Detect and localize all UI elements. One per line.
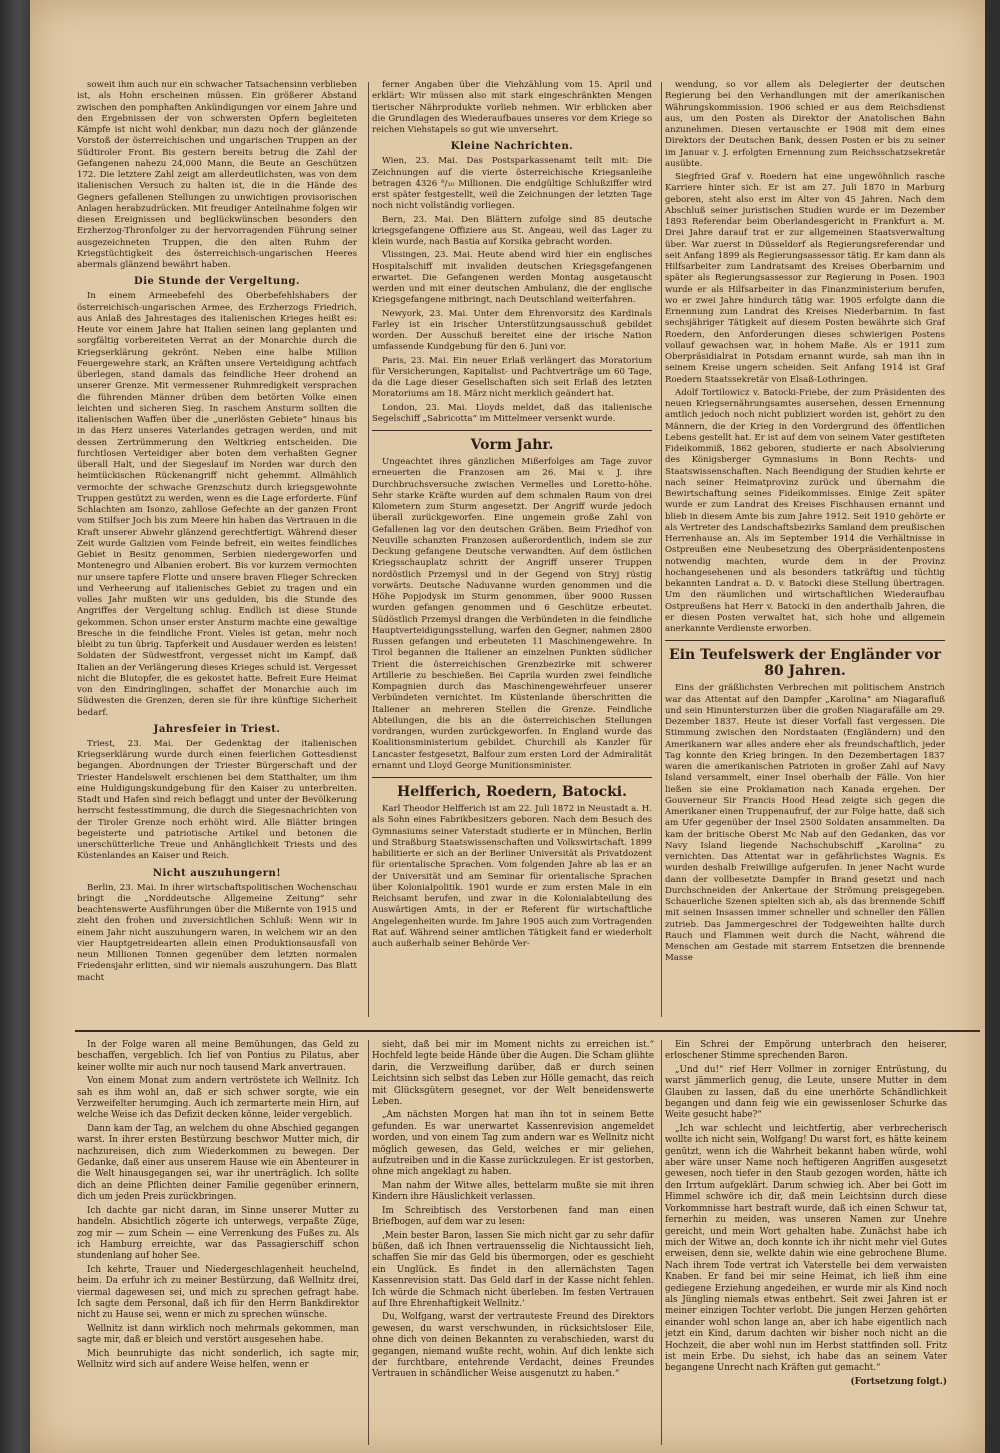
- news-item: Bern, 23. Mai. Den Blättern zufolge sind 85 deutsche kriegsgefangene Offiziere aus St. Angeau, weil das Lager zu klein wurde, nach Bastia auf Korsika gebracht worden.: [372, 214, 652, 247]
- headline-teufelswerk: Ein Teufelswerk der Engländer vor 80 Jahren.: [669, 647, 941, 680]
- feuilleton-paragraph: „Ich war schlecht und leichtfertig, aber verbrecherisch wollte ich nicht sein, Wolfgang! Du warst fort, es hätte keinem genützt, wenn ich die Wahrheit bekannt haben würde, wohl aber wäre unser Name noch heftigeren Angriffen ausgesetzt gewesen, noch tiefer in den Staub gezogen worden, hätte ich den Irrtum aufgeklärt. Darum schwieg ich. Aber bei Gott im Himmel schwöre ich dir, daß mein Leichtsinn durch diese Vorkommnisse hart bestraft wurde, daß ich einen Schwur tat, fernerhin zu meiden, was unseren Namen zur Unehre gereicht, und mein Wort gehalten habe. Zunächst habe ich mich der Witwe an, doch konnte ich ihr nicht mehr viel Gutes erweisen, denn sie, welkte dahin wie eine gebrochene Blume. Nach ihrem Tode vertrat ich Vaterstelle bei dem verwaisten Knaben. Er fand bei mir seine Heimat, ich ließ ihm eine gediegene Erziehung angedeihen, er wurde mir als Kind noch als Jüngling niemals etwas entbehrt. Seit zwei Jahren ist er meiner einzigen Tochter verlobt. Die jungen Herzen gehörten einander wohl schon lange an, aber ich habe eigentlich nach jetzt ein Kind, darum dachten wir bisher noch nicht an die Hochzeit, die aber wohl nun im Herbst stattfinden soll. Fritz ist mein Erbe. Du siehst, ich habe das an seinem Vater begangene Unrecht nach Kräften gut gemacht.“: [665, 1123, 947, 1374]
- column1-p2: Triest, 23. Mai. Der Gedenktag der italienischen Kriegserklärung wurde durch einen feierlichen Gottesdienst begangen. Abordnungen der Triester Bürgerschaft und der Triester Handelswelt erschienen bei dem Statthalter, um ihm eine Huldigungskundgebung für den Kaiser zu unterbreiten. Stadt und Hafen sind reich beflaggt und unter der Bevölkerung herrscht festesstimmung, die durch die Siegesnachrichten von der Tiroler Grenze noch erhöht wird. Alle Blätter bringen begeisterte und patriotische Artikel und betonen die unerschütterliche Treue und Anhänglichkeit Triests und des Küstenlandes an Kaiser und Reich.: [77, 738, 357, 862]
- news-item: Wien, 23. Mai. Das Postsparkassenamt teilt mit: Die Zeichnungen auf die vierte österreichische Kriegsanleihe betragen 4326 ⁸/₁₀ Millionen. Die endgültige Schlußziffer wird erst später festgestellt, weil die Zeichnungen der letzten Tage noch nicht vollständig vorliegen.: [372, 156, 652, 212]
- column-rule: [368, 82, 369, 1017]
- news-item: Newyork, 23. Mai. Unter dem Ehrenvorsitz des Kardinals Farley ist ein Irischer Unterstützungsausschuß gebildet worden. Der Ausschuß bereitet eine der irische Nation umfassende Kundgebung für den 6. Juni vor.: [372, 308, 652, 353]
- column3-p2: Adolf Tortilowicz v. Batocki-Friebe, der zum Präsidenten des neuen Kriegsernährungsamtes ausersehen, dessen Ernennung amtlich jedoch noch nicht publiziert worden ist, gehört zu den Männern, die der Krieg in den Vordergrund des öffentlichen Lebens gestellt hat. Er ist auf dem von seinem Vater gestifteten Fideikommiß, 1862 geboren, studierte er nach Absolvierung des Königsberger Gymnasiums in Bonn Rechts- und Staatswissenschaften. Nach Beendigung der Studien kehrte er nach seiner Heimatprovinz zurück und übernahm die Bewirtschaftung seines Fideikommisses. Einige Zeit später wurde er zum Landrat des Kreises Fischhausen ernannt und blieb in diesem Amte bis zum Jahre 1912. Seit 1910 gehörte er als Vertreter des Landschaftsbezirks Samland dem preußischen Herrenhause an. Als im September 1914 die Verhältnisse in Ostpreußen eine Neubesetzung des Oberpräsidentenpostens notwendig machten, wurde dem in der Provinz hochangesehenen und als besonders tatkräftig und tüchtig bekannten Landrat a. D. v. Batocki diese Stellung übertragen. Um den räumlichen und wirtschaftlichen Wiederaufbau Ostpreußens hat Herr v. Batocki in den anderthalb Jahren, die er diesen Posten verwaltet hat, sich hohe und allgemein anerkannte Verdienste erworben.: [665, 387, 945, 634]
- binder-edge: [0, 0, 30, 1453]
- feuilleton-paragraph: Von einem Monat zum andern vertröstete ich Wellnitz. Ich sah es ihm wohl an, daß er sich schwer sorgte, wie ein Verzweifelter herumging. Auch ich zermarterte mein Hirn, auf welche Weise ich das Defizit decken könne, leider vergeblich.: [77, 1076, 359, 1121]
- headline-helfferich: Helfferich, Roedern, Batocki.: [396, 784, 627, 800]
- feuilleton-paragraph: Ich kehrte, Trauer und Niedergeschlagenheit heuchelnd, heim. Da erfuhr ich zu meiner Bestürzung, daß Wellnitz drei, viermal dagewesen sei, und mich zu sprechen gefragt habe. Ich sagte dem Personal, daß ich für den Herrn Bankdirektor nicht zu Hause sei, wenn er mich zu sprechen wünsche.: [77, 1264, 359, 1321]
- feuilleton-paragraph: Im Schreibtisch des Verstorbenen fand man einen Briefbogen, auf dem war zu lesen:: [372, 1205, 654, 1228]
- column3-p3: Eins der gräßlichsten Verbrechen mit politischem Anstrich war das Attentat auf den Dampfer „Karolina“ am Niagarafluß und sein Hinuntersturzen über die großen Niagarafälle am 29. Dezember 1837. Heute ist dieser Vorfall fast vergessen. Die Stimmung zwischen den Nordstaaten (Engländern) und den Amerikanern war alles andere eher als freundschaftlich, jeder Tag konnte den Krieg bringen. In den Dezembertagen 1837 waren die amerikanischen Patrioten in großer Zahl auf Navy Island versammelt, einer Insel oberhalb der Fälle. Von hier ließen sie eine Proklamation nach Kanada ergehen. Der Gouverneur Sir Francis Hood Head zeigte sich gegen die Amerikaner einen Truppenaufruf, der zur Folge hatte, daß sich am Ufer gegenüber der Insel 2500 Soldaten ansammelten. Da kam der britische Oberst Mc Nab auf den Gedanken, das vor Navy Island liegende Nachschubschiff „Karolina“ zu vernichten. Das Attentat war in gefährlichstes Wagnis. Es wurden deshalb Freiwillige aufgerufen. In jener Nacht wurde dann der vollbesetzte Dampfer in Brand gesetzt und nach Durchschneiden der Ankertaue der Strömung preisgegeben. Schauerliche Szenen spielten sich ab, als das brennende Schiff mit seinen Insassen immer schneller und schneller den Fällen zutrieb. Das Jammergeschrei der Todgeweihten hallte durch Rauch und Flammen weit durch die Nacht, während die Menschen am Gestade mit starrem Entsetzen die brennende Masse: [665, 683, 945, 964]
- column1-p1: In einem Armeebefehl des Oberbefehlshabers der österreichisch-ungarischen Armee, des Erzherzogs Friedrich, aus Anlaß des Jahrestages des italienischen Krieges heißt es: Heute vor einem Jahre hat Italien seinen lang geplanten und sorgfältig vorbereiteten Verrat an der Monarchie durch die Kriegserklärung gekrönt. Neben eine halbe Million Feuergewehre stark, an Kräften unsere Verteidigung achtfach überlegen, stand damals das feindliche Heer drohend an unserer Grenze. Mit vermessener Ruhmredigkeit versprachen die führenden Männer drüben dem betörten Volke einen leichten und sicheren Sieg. In raschem Ansturm sollten die italienischen Waffen über die „unerlösten Gebiete“ hinaus bis in das Herz unseres Vaterlandes getragen werden, und mit dessen Zertrümmerung den Weltkrieg entscheiden. Die furchtlosen Verteidiger aber boten dem verhaßten Gegner überall Halt, und der Siegeslauf im Norden war durch den heimtückischen Rückenangriff nicht gehemmt. Allmählich vermochte der schwache Grenzschutz durch kriegsgewohnte Truppen gestützt zu werden, wenn es die Lage erforderte. Fünf Schlachten am Isonzo, zahllose Gefechte an der ganzen Front vom Stilfser Joch bis zum Meere hin haben das Vertrauen in die Kraft unserer Abwehr glänzend gerechtfertigt. Während dieser Zeit wurde Galizien vom Feinde befreit, ein weites feindliches Gebiet in Besitz genommen, Serbien niedergeworfen und Montenegro und Albanien erobert. Bis vor kurzem vermochten nur unsere tapfere Flotte und unsere braven Flieger Schrecken und Verheerung auf italienisches Gebiet zu tragen und ein volles Jahr mußten wir uns gedulden, bis die Stunde des Angriffes der Vergeltung schlug. Endlich ist diese Stunde gekommen. Schon unser erster Ansturm machte eine gewaltige Bresche in die feindliche Front. Vieles ist getan, mehr noch bleibt zu tun übrig. Tapferkeit und Ausdauer werden es leisten! Soldaten der Südwestfront, vergesset nicht im Kampf, daß Italien an der Verlängerung dieses Krieges schuld ist. Vergesset nicht die Blutopfer, die es gekostet hatte. Befreit Eure Heimat von den Eindringlingen, schaffet der Monarchie auch im Südwesten die Grenzen, deren sie für ihre künftige Sicherheit bedarf.: [77, 291, 357, 718]
- column1-p3: Berlin, 23. Mai. In ihrer wirtschaftspolitischen Wochenschau bringt die „Norddeutsche Allgemeine Zeitung“ sehr beachtenswerte Ausführungen über die Mißernte von 1915 und zieht den frohen und zuversichtlichen Schluß: Wenn wir in einem Jahr nicht auszuhungern waren, in welchem wir an den vier Hauptgetreidearten allein einen Produktionsausfall von neun Millionen Tonnen gegenüber dem letzten normalen Friedensjahr erlitten, sind wir niemals auszuhungern. Das Blatt macht: [77, 882, 357, 983]
- section-rule: [665, 640, 945, 641]
- column-rule: [661, 82, 662, 1017]
- column1-intro: soweit ihm auch nur ein schwacher Tatsachensinn verblieben ist, als Hohn erscheinen müssen. Ein größerer Abstand zwischen den pomphaften Ankündigungen vor einem Jahre und den Ergebnissen der von schwersten Opfern begleiteten Kämpfe ist nicht wohl denkbar, nun dazu noch der glänzende Vorstoß der österreichischen und ungarischen Truppen an der Südtiroler Front. Bis gestern bereits betrug die Zahl der Gefangenen nahezu 24,000 Mann, die Beute an Geschützen 172. Die letztere Zahl zeigt am allerdeutlichsten, was von dem italienischen Versuch zu halten ist, die in die Hände des Gegners gefallenen Stellungen zu unwichtigen provisorischen Anlagen herabzudrücken. Mit freudiger Anteilnahme folgen wir diesen Ereignissen und beglückwünschen besonders den Erzherzog-Thronfolger zu der hervorragenden Führung seiner ausgezeichneten Truppen, die den alten Ruhm der Kriegstüchtigkeit des österreichisch-ungarischen Heeres abermals glänzend bewährt haben.: [77, 80, 357, 270]
- next-page-edge: [985, 0, 1000, 1453]
- column2-p3: Karl Theodor Helfferich ist am 22. Juli 1872 in Neustadt a. H. als Sohn eines Fabrikbesitzers geboren. Nach dem Besuch des Gymnasiums seiner Vaterstadt studierte er in München, Berlin und Straßburg Staatswissenschaften und Volkswirtschaft. 1899 habilitierte er sich an der Berliner Universität als Privatdozent für orientalische Sprachen. Vom folgenden Jahre ab las er an der Universität und am Seminar für orientalische Sprachen über Kolonialpolitik. 1901 wurde er zum ersten Male in ein Reichsamt berufen, und zwar in die Kolonialabteilung des Auswärtigen Amts, in der er Referent für wirtschaftliche Angelegenheiten wurde. Im Jahre 1905 auch zum Vortragenden Rat auf. Während seiner amtlichen Tätigkeit fand er wiederholt auch außerhalb seiner Behörde Ver-: [372, 804, 652, 949]
- feuilleton-paragraph: Du, Wolfgang, warst der vertrauteste Freund des Direktors gewesen, du warst verschwunden, in rücksichtsloser Eile, ohne dich von deinen Bekannten zu verabschieden, warst du gegangen, niemand wußte recht, wohin. Auf dich lenkte sich der furchtbare, entehrende Verdacht, deines Freundes Vertrauen in schändlicher Weise ausgenutzt zu haben.“: [372, 1312, 654, 1380]
- feuilleton-paragraph: Wellnitz ist dann wirklich noch mehrmals gekommen, man sagte mir, daß er bleich und verstört ausgesehen habe.: [77, 1323, 359, 1346]
- feuilleton-paragraph: Man nahm der Witwe alles, bettelarm mußte sie mit ihren Kindern ihre Häuslichkeit verlassen.: [372, 1180, 654, 1203]
- column-2: [372, 80, 652, 1025]
- column2-p2: Ungeachtet ihres gänzlichen Mißerfolges am Tage zuvor erneuerten die Franzosen am 26. Mai v. J. ihre Durchbruchsversuche zwischen Vermelles und Loretto-höhe. Sehr starke Kräfte wurden auf dem schmalen Raum von drei Kilometern zum Sturm angesetzt. Der Angriff wurde jedoch überall zurückgeworfen. Eine ungemein große Zahl von Gefallenen lag vor den deutschen Gräben. Beim Friedhof von Neuville schanzten Franzosen außerordentlich, indem sie zur Deckung gefangene Deutsche verwandten. Auf dem östlichen Kriegsschauplatz schritt der Angriff unserer Truppen nordöstlich Przemysl und in der Gegend von Stryj rüstig vorwärts. Deutsche Naduvanne wurden genommen und die Höhe Popjodysk im Sturm genommen, über 9000 Russen wurden gefangen genommen und 6 Geschütze erbeutet. Südöstlich Przemysl drangen die Verbündeten in die feindliche Hauptverteidigungsstellung, warfen den Gegner, nahmen 2800 Russen gefangen und erbeuteten 11 Maschinengewehre. In Tirol begannen die Italiener an einzelnen Punkten südlicher Trient die österreichischen Grenzbezirke mit schwerer Artillerie zu beschießen. Bei Caprila wurden zwei feindliche Kompagnien durch das Maschinengewehrfeuer unserer Verbündeten vernichtet. Im Küstenlande überschritten die Italiener an mehreren Stellen die Grenze. Feindliche Abteilungen, die bis an die österreichischen Stellungen vordrangen, wurden zurückgeworfen. In England wurde das Koalitionsministerium gebildet. Churchill als Kanzler für Lancaster festgesetzt, Balfour zum ersten Lord der Admiralität ernannt und Lloyd George Munitionsminister.: [372, 457, 652, 771]
- column-rule: [368, 1040, 369, 1445]
- feuilleton-column-2: [372, 1040, 654, 1450]
- feuilleton-paragraph: Dann kam der Tag, an welchem du ohne Abschied gegangen warst. In ihrer ersten Bestürzung beschwor Mutter mich, dir nachzureisen, dich zum Wiederkommen zu bewegen. Der Gedanke, daß einer aus unserem Hause wie ein Abenteurer in die Welt hinausgegangen sei, war ihr unerträglich. Ich sollte dich an deine Pflichten deiner Familie gegenüber erinnern, dich um jeden Preis zurückbringen.: [77, 1123, 359, 1203]
- feuilleton-paragraph: Ein Schrei der Empörung unterbrach den heiserer, erloschener Stimme sprechenden Baron.: [665, 1040, 947, 1062]
- feuilleton-paragraph: „Und du!“ rief Herr Vollmer in zorniger Entrüstung, du warst jämmerlich genug, die Leute, unsere Mutter in dem Glauben zu lassen, daß du eine unerhörte Schändlichkeit begangen und dann feig wie ein gewissenloser Schurke das Weite gesucht habe?“: [665, 1064, 947, 1121]
- feuilleton-paragraph: Ich dachte gar nicht daran, im Sinne unserer Mutter zu handeln. Absichtlich zögerte ich unterwegs, verpaßte Züge, zog mir — zum Schein — eine Verrenkung des Fußes zu. Als ich Hamburg erreichte, war das Passagierschiff schon stundenlang auf hoher See.: [77, 1205, 359, 1262]
- feuilleton-rule: [75, 1030, 980, 1032]
- feuilleton-paragraph: „Am nächsten Morgen hat man ihn tot in seinem Bette gefunden. Es war unerwartet Kassenrevision angemeldet worden, und von einem Tag zum andern war es Wellnitz nicht möglich gewesen, das Geld, welches er mir geliehen, aufzutreiben und in die Kasse zurückzulegen. Er ist gestorben, ohne mich angeklagt zu haben.: [372, 1110, 654, 1178]
- section-rule: [372, 430, 652, 431]
- news-item: Paris, 23. Mai. Ein neuer Erlaß verlängert das Moratorium für Versicherungen, Kapitalist- und Pachtverträge um 60 Tage, da die Lage dieser Gesellschaften sich seit Erlaß des letzten Moratoriums am 18. März nicht merklich geändert hat.: [372, 355, 652, 400]
- continuation-note: (Fortsetzung folgt.): [850, 1376, 947, 1387]
- feuilleton-paragraph: sieht, daß bei mir im Moment nichts zu erreichen ist.“ Hochfeld legte beide Hände über die Augen. Die Scham glühte darin, die Verzweiflung darüber, daß er durch seinen Leichtsinn sich selbst das Leben zur Hölle gemacht, das reich mit Glücksgütern gesegnet, vor der Welt beneidenswerte Leben.: [372, 1040, 654, 1108]
- column-rule: [661, 1040, 662, 1445]
- feuilleton-paragraph: ‚Mein bester Baron, lassen Sie mich nicht gar zu sehr dafür büßen, daß ich Ihnen vertrauensselig die Nichtaussicht lieh, schaffen Sie mir das Geld bis übermorgen, oder es geschieht ein Unglück. Es findet in den allernächsten Tagen Kassenrevision statt. Das Geld darf in der Kasse nicht fehlen. Ich würde die Schmach nicht überleben. Im festen Vertrauen auf Ihre Ehrenhaftigkeit Wellnitz.‘: [372, 1230, 654, 1309]
- headline-triest: Jahresfeier in Triest.: [153, 723, 281, 735]
- news-item: Vlissingen, 23. Mai. Heute abend wird hier ein englisches Hospitalschiff mit invaliden deutschen Kriegsgefangenen erwartet. Die Gefangenen werden Montag ausgetauscht werden und mit einer deutschen Ambulanz, die der englische Kriegsgefangene mitbringt, nach Deutschland weiterfahren.: [372, 250, 652, 306]
- section-rule: [372, 777, 652, 778]
- feuilleton-column-3: [665, 1040, 947, 1450]
- column-3: [665, 80, 945, 1025]
- headline-kleine-nachrichten: Kleine Nachrichten.: [450, 141, 574, 153]
- column2-p0: ferner Angaben über die Viehzählung vom 15. April und erklärt: Wir müssen also mit stark eingeschränkten Mengen tierischer Nährprodukte vorlieb nehmen. Wir erblicken aber die Grundlagen des Wiederaufbaues unseres vor dem Kriege so reichen Viehstapels so gut wie unversehrt.: [372, 80, 652, 135]
- feuilleton-paragraph: Mich beunruhigte das nicht sonderlich, ich sagte mir, Wellnitz wird sich auf andere Weise helfen, wenn er: [77, 1348, 359, 1370]
- column-1: [77, 80, 357, 1025]
- headline-vorm-jahr: Vorm Jahr.: [470, 437, 554, 453]
- headline-vergeltung: Die Stunde der Vergeltung.: [134, 276, 300, 288]
- headline-aushungern: Nicht auszuhungern!: [152, 867, 282, 879]
- column3-p1: Siegfried Graf v. Roedern hat eine ungewöhnlich rasche Karriere hinter sich. Er ist am 27. Juli 1870 in Marburg geboren, steht also erst im Alter von 45 Jahren. Nach dem Abschluß seiner juristischen Studien wurde er im Dezember 1893 Referendar beim Oberlandesgericht in Frankfurt a. M. Drei Jahre darauf trat er zur allgemeinen Staatsverwaltung über. War zuerst in Düsseldorf als Regierungsreferendar und seit Anfang 1899 als Regierungsassessor tätig. Er kam dann als Hilfsarbeiter zum Landratsamt des Kreises Oberbarnim und später als Regierungsassessor zur Regierung in Posen. 1903 wurde er als Hilfsarbeiter in das Finanzministerium berufen, wo er zwei Jahre hindurch tätig war. 1905 erfolgte dann die Ernennung zum Landrat des Kreises Niederbarnim. In fast sechsjähriger Tätigkeit auf diesem Posten bewährte sich Graf Roedern, den Anforderungen dieses schwierigen Postens vollauf gewachsen war, in hohem Maße. Als er 1911 zum Oberpräsidialrat in Potsdam ernannt wurde, sah man ihn in seinem Kreise ungern scheiden. Seit Anfang 1914 ist Graf Roedern Staatssekretär von Elsaß-Lothringen.: [665, 172, 945, 385]
- feuilleton-paragraph: In der Folge waren all meine Bemühungen, das Geld zu beschaffen, vergeblich. Ich lief von Pontius zu Pilatus, aber keiner wollte mir auch nur noch tausend Mark anvertrauen.: [77, 1040, 359, 1073]
- feuilleton-column-1: [77, 1040, 359, 1450]
- column3-p0: wendung, so vor allem als Delegierter der deutschen Regierung bei den Verhandlungen mit der amerikanischen Währungskommission. 1906 schied er aus dem Reichsdienst aus, um den Posten als Direktor der Anatolischen Bahn anzunehmen. Diesen vertauschte er 1908 mit dem eines Direktors der Deutschen Bank, dessen Posten er bis zu seiner im Januar v. J. erfolgten Ernennung zum Reichsschatzsekretär ausübte.: [665, 80, 945, 169]
- news-item: London, 23. Mai. Lloyds meldet, daß das italienische Segelschiff „Sabricotta“ im Mittelmeer versenkt wurde.: [372, 402, 652, 424]
